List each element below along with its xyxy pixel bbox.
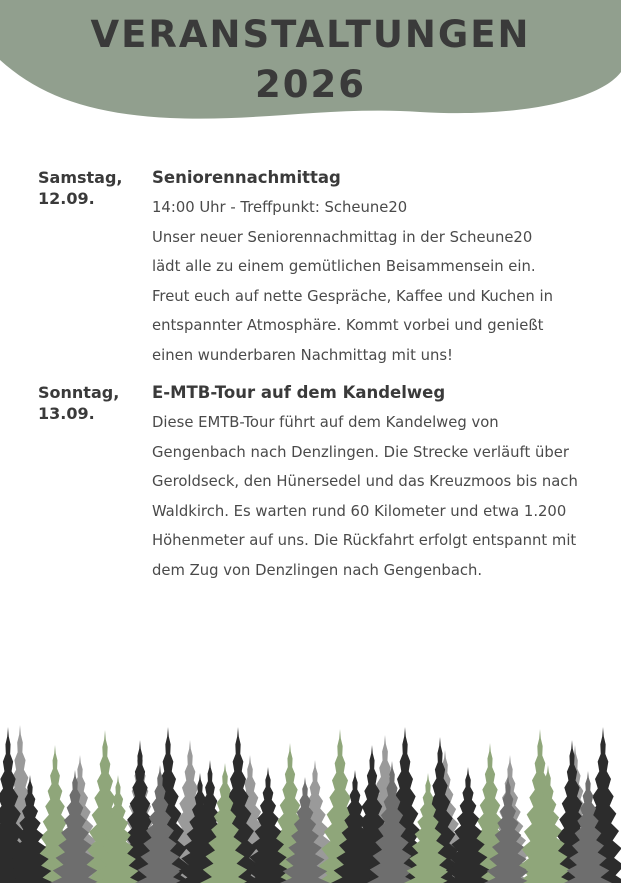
event-text-line: dem Zug von Denzlingen nach Gengenbach. <box>152 561 483 579</box>
title-line-2: 2026 <box>255 63 366 106</box>
event-date <box>38 167 148 209</box>
event-text-line: Gengenbach nach Denzlingen. Die Strecke verläuft über <box>152 443 569 461</box>
event-text-line: Diese EMTB-Tour führt auf dem Kandelweg von <box>152 414 499 431</box>
event-title: E-MTB-Tour auf dem Kandelweg <box>152 383 446 402</box>
event-text-line: Waldkirch. Es warten rund 60 Kilometer und etwa 1.200 <box>152 502 567 520</box>
event-title: Seniorennachmittag <box>152 168 341 187</box>
event-text-line: Unser neuer Seniorennachmittag in der Scheune20 <box>152 228 533 246</box>
forest-illustration <box>0 715 621 883</box>
event-date <box>38 382 148 424</box>
event-text-line: 14:00 Uhr - Treffpunkt: Scheune20 <box>152 199 408 216</box>
event-text-line: lädt alle zu einem gemütlichen Beisammensein ein. <box>152 258 536 275</box>
page-title <box>0 10 621 110</box>
event-text-line: einen wunderbaren Nachmittag mit uns! <box>152 346 453 364</box>
event-text-line: entspannter Atmosphäre. Kommt vorbei und genießt <box>152 317 544 334</box>
event-date-value: 13.09. <box>38 404 95 423</box>
event-text-line: Freut euch auf nette Gespräche, Kaffee und Kuchen in <box>152 287 553 305</box>
event-date-value: 12.09. <box>38 189 95 208</box>
event-text-line: Höhenmeter auf uns. Die Rückfahrt erfolgt entspannt mit <box>152 532 577 549</box>
event-content <box>152 167 612 370</box>
event-content <box>152 382 612 585</box>
title-line-1: VERANSTALTUNGEN <box>90 13 531 56</box>
event-text-line: Geroldseck, den Hünersedel und das Kreuzmoos bis nach <box>152 473 578 490</box>
event-day: Samstag, <box>38 168 123 187</box>
event-day: Sonntag, <box>38 383 120 402</box>
